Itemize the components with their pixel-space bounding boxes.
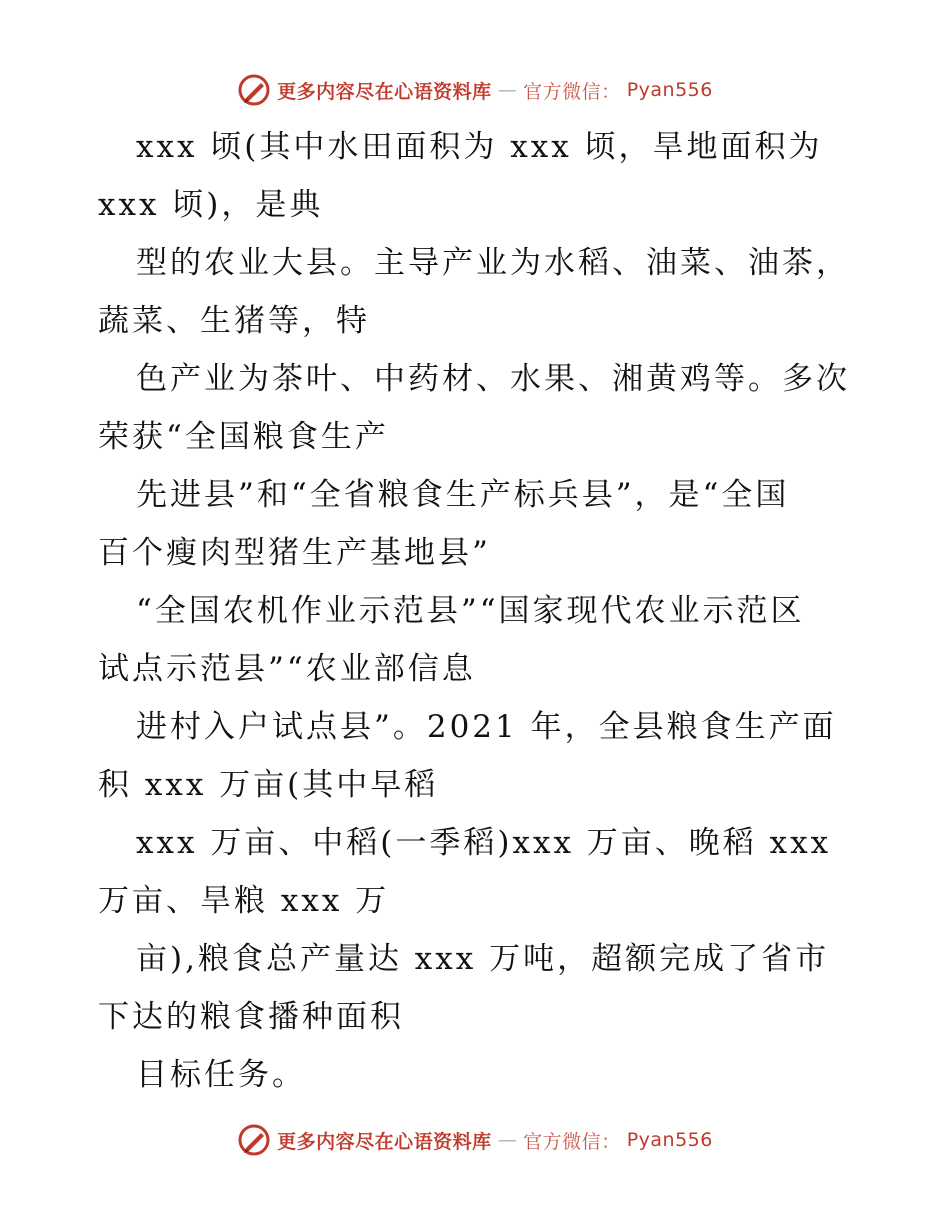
text-line: 亩),粮食总产量达 xxx 万吨，超额完成了省市 xyxy=(136,941,830,977)
text-line: “全国农机作业示范县”“国家现代农业示范区 xyxy=(136,593,805,629)
pen-logo-icon xyxy=(237,1123,271,1157)
text-line: 目标任务。 xyxy=(136,1057,306,1093)
text-line: 进村入户试点县”。2021 年，全县粮食生产面 xyxy=(136,709,837,745)
watermark-main-text: 更多内容尽在心语资料库 xyxy=(277,1130,492,1153)
footer-watermark xyxy=(0,1120,950,1160)
text-line: 型的农业大县。主导产业为水稻、油菜、油茶， xyxy=(136,245,850,281)
text-line: 试点示范县”“农业部信息 xyxy=(98,651,476,687)
text-line: xxx 顷)，是典 xyxy=(98,187,324,223)
header-watermark xyxy=(0,70,950,110)
text-line: 下达的粮食播种面积 xyxy=(98,999,404,1035)
watermark-side-text: 官方微信： xyxy=(523,1130,621,1153)
text-line: xxx 万亩、中稻(一季稻)xxx 万亩、晚稻 xxx xyxy=(136,825,832,861)
watermark-id: Pyan556 xyxy=(626,79,713,101)
watermark-id: Pyan556 xyxy=(626,1129,713,1151)
text-line: 万亩、旱粮 xxx 万 xyxy=(98,883,390,919)
watermark-side-text: 官方微信： xyxy=(523,80,621,103)
text-line: 荣获“全国粮食生产 xyxy=(98,419,389,455)
watermark-dash: — xyxy=(497,79,518,101)
text-line: 色产业为茶叶、中药材、水果、湘黄鸡等。多次 xyxy=(136,361,850,397)
watermark-main-text: 更多内容尽在心语资料库 xyxy=(277,80,492,103)
text-line: 百个瘦肉型猪生产基地县” xyxy=(98,535,491,571)
text-line: 蔬菜、生猪等，特 xyxy=(98,303,370,339)
pen-logo-icon xyxy=(237,73,271,107)
text-line: xxx 顷(其中水田面积为 xxx 顷，旱地面积为 xyxy=(136,129,823,165)
watermark-dash: — xyxy=(497,1129,518,1151)
text-line: 积 xxx 万亩(其中早稻 xyxy=(98,767,439,803)
document-body xyxy=(98,118,858,1104)
text-line: 先进县”和“全省粮食生产标兵县”，是“全国 xyxy=(136,477,790,513)
